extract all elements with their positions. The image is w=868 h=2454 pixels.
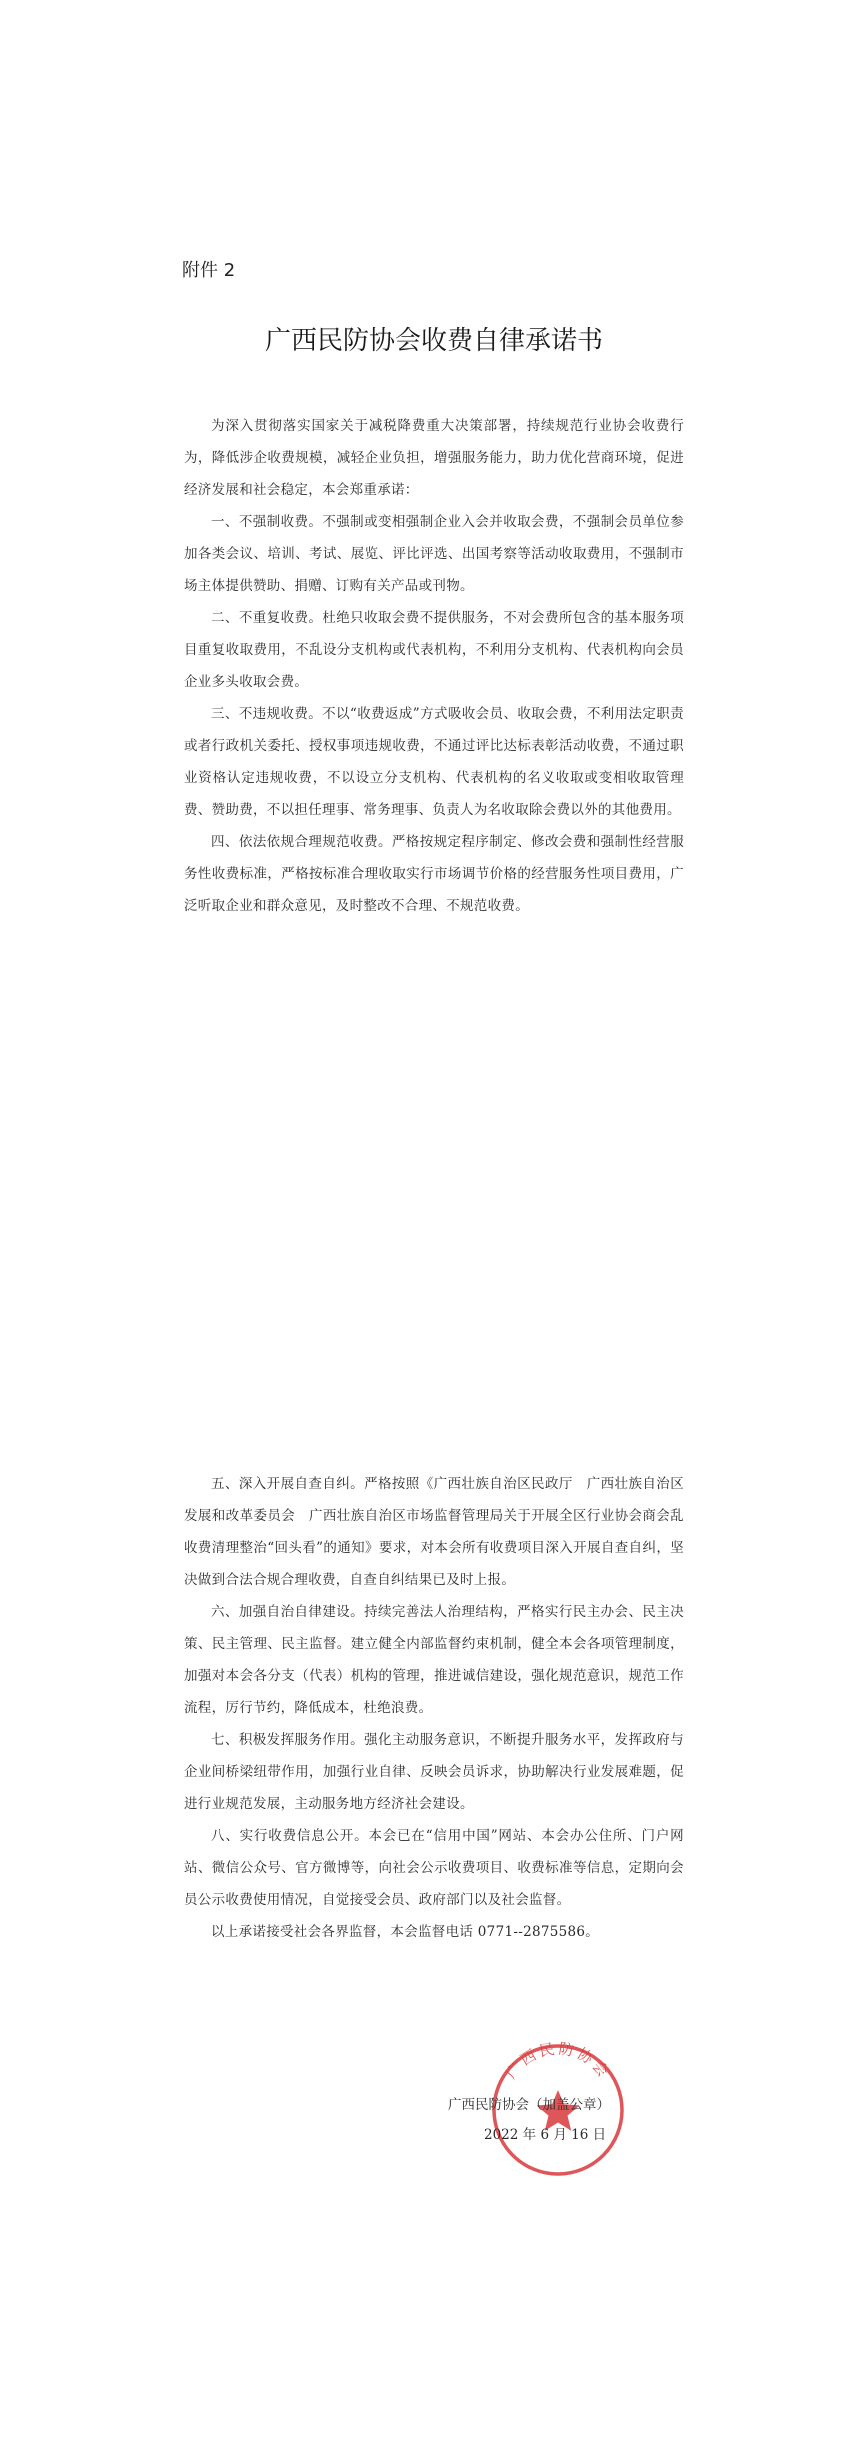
paragraph-5: 五、深入开展自查自纠。严格按照《广西壮族自治区民政厅 广西壮族自治区发展和改革委员会 广西壮族自治区市场监督管理局关于开展全区行业协会商会乱收费清理整治“回头看”的通知》要求，对本会所有收费项目深入开展自查自纠，坚决做到合法合规合理收费，自查自纠结果已及时上报。: [184, 1476, 684, 1588]
body-section-1: [184, 410, 684, 922]
attachment-label: 附件 2: [182, 260, 236, 281]
signature-block: [448, 2090, 610, 2150]
signature-date: 2022 年 6 月 16 日: [484, 2127, 607, 2143]
paragraph-6: 六、加强自治自律建设。持续完善法人治理结构，严格实行民主办会、民主决策、民主管理、民主监督。建立健全内部监督约束机制，健全本会各项管理制度，加强对本会各分支（代表）机构的管理，推进诚信建设，强化规范意识，规范工作流程，厉行节约，降低成本，杜绝浪费。: [184, 1604, 684, 1716]
svg-text:广西民防协会: 广西民防协会: [502, 2040, 614, 2083]
paragraph-closing: 以上承诺接受社会各界监督，本会监督电话 0771--2875586。: [211, 1924, 600, 1940]
signature-organization: 广西民防协会（加盖公章）: [448, 2097, 610, 2113]
body-section-2: [184, 1468, 684, 1948]
paragraph-4: 四、依法依规合理规范收费。严格按规定程序制定、修改会费和强制性经营服务性收费标准，严格按标准合理收取实行市场调节价格的经营服务性项目费用，广泛听取企业和群众意见，及时整改不合理、不规范收费。: [184, 834, 684, 914]
paragraph-8: 八、实行收费信息公开。本会已在“信用中国”网站、本会办公住所、门户网站、微信公众号、官方微博等，向社会公示收费项目、收费标准等信息，定期向会员公示收费使用情况，自觉接受会员、政府部门以及社会监督。: [184, 1828, 684, 1908]
paragraph-3: 三、不违规收费。不以“收费返成”方式吸收会员、收取会费，不利用法定职责或者行政机关委托、授权事项违规收费，不通过评比达标表彰活动收费，不通过职业资格认定违规收费，不以设立分支机构、代表机构的名义收取或变相收取管理费、赞助费，不以担任理事、常务理事、负责人为名收取除会费以外的其他费用。: [184, 706, 684, 818]
paragraph-intro: 为深入贯彻落实国家关于减税降费重大决策部署，持续规范行业协会收费行为，降低涉企收费规模，减轻企业负担，增强服务能力，助力优化营商环境，促进经济发展和社会稳定，本会郑重承诺：: [184, 418, 684, 498]
paragraph-1: 一、不强制收费。不强制或变相强制企业入会并收取会费，不强制会员单位参加各类会议、培训、考试、展览、评比评选、出国考察等活动收取费用，不强制市场主体提供赞助、捐赠、订购有关产品或刊物。: [184, 514, 684, 594]
document-title: 广西民防协会收费自律承诺书: [264, 326, 603, 356]
paragraph-7: 七、积极发挥服务作用。强化主动服务意识，不断提升服务水平，发挥政府与企业间桥梁纽带作用，加强行业自律、反映会员诉求，协助解决行业发展难题，促进行业规范发展，主动服务地方经济社会建设。: [184, 1732, 684, 1812]
paragraph-2: 二、不重复收费。杜绝只收取会费不提供服务，不对会费所包含的基本服务项目重复收取费用，不乱设分支机构或代表机构，不利用分支机构、代表机构向会员企业多头收取会费。: [184, 610, 684, 690]
